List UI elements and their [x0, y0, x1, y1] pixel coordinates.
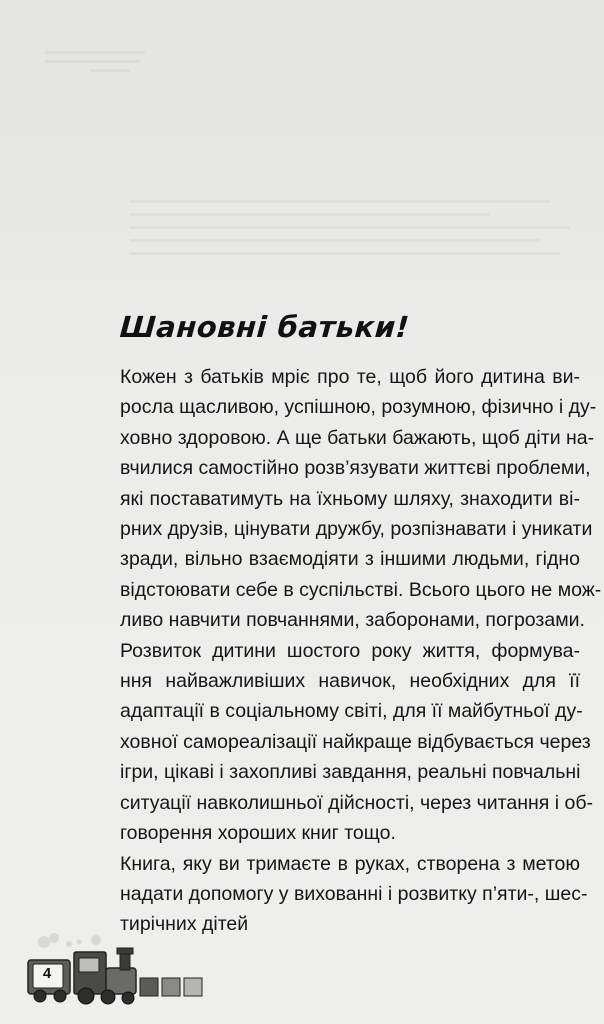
text-line: зради, вільно взаємодіяти з іншими людьми, гідно: [120, 548, 580, 571]
text-line: ливо навчити повчаннями, заборонами, погрозами.: [120, 609, 585, 632]
paragraph-1: [120, 362, 602, 636]
text-line: відстоювати себе в суспільстві. Всього цього не мож-: [120, 578, 602, 601]
page-number: 4: [42, 965, 52, 982]
bleed-through-decoration: [45, 45, 155, 95]
body-text: [120, 362, 602, 940]
text-line: адаптації в соціальному світі, для її майбутньої ду-: [120, 700, 583, 723]
paragraph-2: [120, 636, 593, 849]
text-line: ігри, цікаві і захопливі завдання, реальні повчальні: [120, 761, 581, 784]
paragraph-3: [120, 849, 588, 940]
text-line: рних друзів, цінувати дружбу, розпізнавати і уникати: [120, 518, 593, 541]
text-line: ситуації навколишньої дійсності, через читання і об-: [120, 791, 593, 814]
text-line: Кожен з батьків мріє про те, щоб його дитина ви-: [120, 366, 580, 388]
text-line: ховно здоровою. А ще батьки бажають, щоб діти на-: [120, 426, 595, 449]
page-heading: Шановні батьки!: [118, 310, 411, 344]
text-line: ховної самореалізації найкраще відбувається через: [120, 730, 591, 753]
text-line: ння найважливіших навичок, необхідних для її: [120, 670, 580, 693]
text-line: які поставатимуть на їхньому шляху, знаходити ві-: [120, 487, 580, 510]
text-line: росла щасливою, успішною, розумною, фізично і ду-: [120, 396, 597, 419]
text-line: вчилися самостійно розв’язувати життєві проблеми,: [120, 457, 591, 480]
cube-icon: [140, 978, 202, 996]
text-line: Книга, яку ви тримаєте в руках, створена з метою: [120, 852, 580, 875]
text-line: надати допомогу у вихованні і розвитку п’яти-, шес-: [120, 882, 588, 905]
text-line: говорення хороших книг тощо.: [120, 822, 396, 845]
bleed-through-decoration-2: [130, 190, 590, 310]
text-line: Розвиток дитини шостого року життя, формува-: [120, 639, 580, 662]
text-line: тирічних дітей: [120, 913, 249, 936]
